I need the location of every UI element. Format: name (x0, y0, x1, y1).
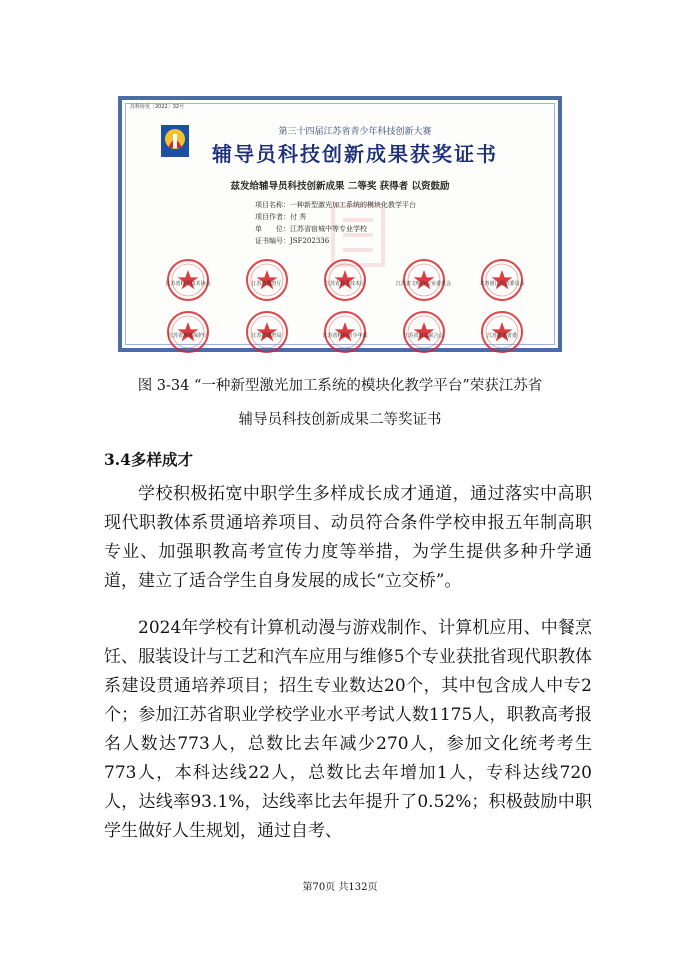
seal-label: 江苏省科学技术协会 (165, 281, 211, 287)
seal-grid (152, 258, 538, 356)
official-seal (476, 258, 528, 304)
seal-label: 江苏省科协青少年部 (322, 333, 368, 339)
certificate-award-line: 兹发给辅导员科技创新成果 二等奖 获得者 以资鼓励 (230, 181, 450, 192)
seal-row-bottom (162, 310, 528, 356)
field-project-name: 项目名称：一种新型激光加工系统的模块化教学平台 (255, 201, 416, 209)
certificate-issue-number: 苏科协发〔2022〕32号 (130, 104, 185, 110)
official-seal (241, 310, 293, 356)
field-author: 项目作者：付 秀 (255, 213, 307, 221)
official-seal (319, 310, 371, 356)
paragraph-2: 2024年学校有计算机动漫与游戏制作、计算机应用、中餐烹饪、服装设计与工艺和汽车应用与维修5个专业获批省现代职教体系建设贯通培养项目；招生专业数达20个，其中包含成人中专2个；参加江苏省职业学校学业水平考试人数1175人，职教高考报名人数达773人，总数比去年减少270人，参加文化统考考生773人，本科达线22人，总数比去年增加1人，专科达线720人，达线率93.1%，达线率比去年提升了0.52%；积极鼓励中职学生做好人生规划，通过自考、 (104, 618, 592, 841)
field-cert-number: 证书编号：JSF202336 (255, 237, 330, 245)
section-heading: 3.4多样成才 (104, 450, 193, 469)
official-seal (398, 310, 450, 356)
seal-label: 江苏省教育厅 (251, 281, 282, 287)
seal-row-top (162, 258, 528, 304)
certificate-title: 辅导员科技创新成果获奖证书 (212, 142, 498, 166)
official-seal (476, 310, 528, 356)
seal-label: 江苏省团省委 (486, 333, 517, 339)
official-seal (162, 310, 214, 356)
seal-label: 江苏省文明办公室委员会 (395, 281, 451, 287)
seal-label: 共青团江苏省委员会 (479, 281, 525, 287)
seal-label: 江苏省妇女联合会 (403, 333, 444, 339)
certificate-contest-name: 第三十四届江苏省青少年科技创新大赛 (278, 127, 432, 137)
official-seal (162, 258, 214, 304)
seal-label: 江苏省科学技术厅 (324, 281, 365, 287)
figure-caption-line-1: 图 3-34 “一种新型激光加工系统的模块化教学平台”荣获江苏省 (137, 378, 543, 394)
official-seal (319, 258, 371, 304)
page-footer: 第70页 共132页 (302, 882, 378, 893)
figure-caption-line-2: 辅导员科技创新成果二等奖证书 (238, 412, 442, 428)
paragraph-1: 学校积极拓宽中职学生多样成长成才通道，通过落实中高职现代职教体系贯通培养项目、动员符合条件学校申报五年制高职专业、加强职教高考宣传力度等举措，为学生提供多种升学通道，建立了适合学生自身发展的成长“立交桥”。 (104, 484, 592, 591)
official-seal (395, 258, 451, 304)
field-unit: 单 位：江苏省宿城中等专业学校 (255, 225, 367, 233)
certificate-image (118, 96, 562, 352)
seal-label: 江苏省环境保护厅 (167, 333, 208, 339)
seal-label: 江苏省体育局 (251, 333, 282, 339)
certificate-fields (255, 199, 416, 247)
official-seal (241, 258, 293, 304)
